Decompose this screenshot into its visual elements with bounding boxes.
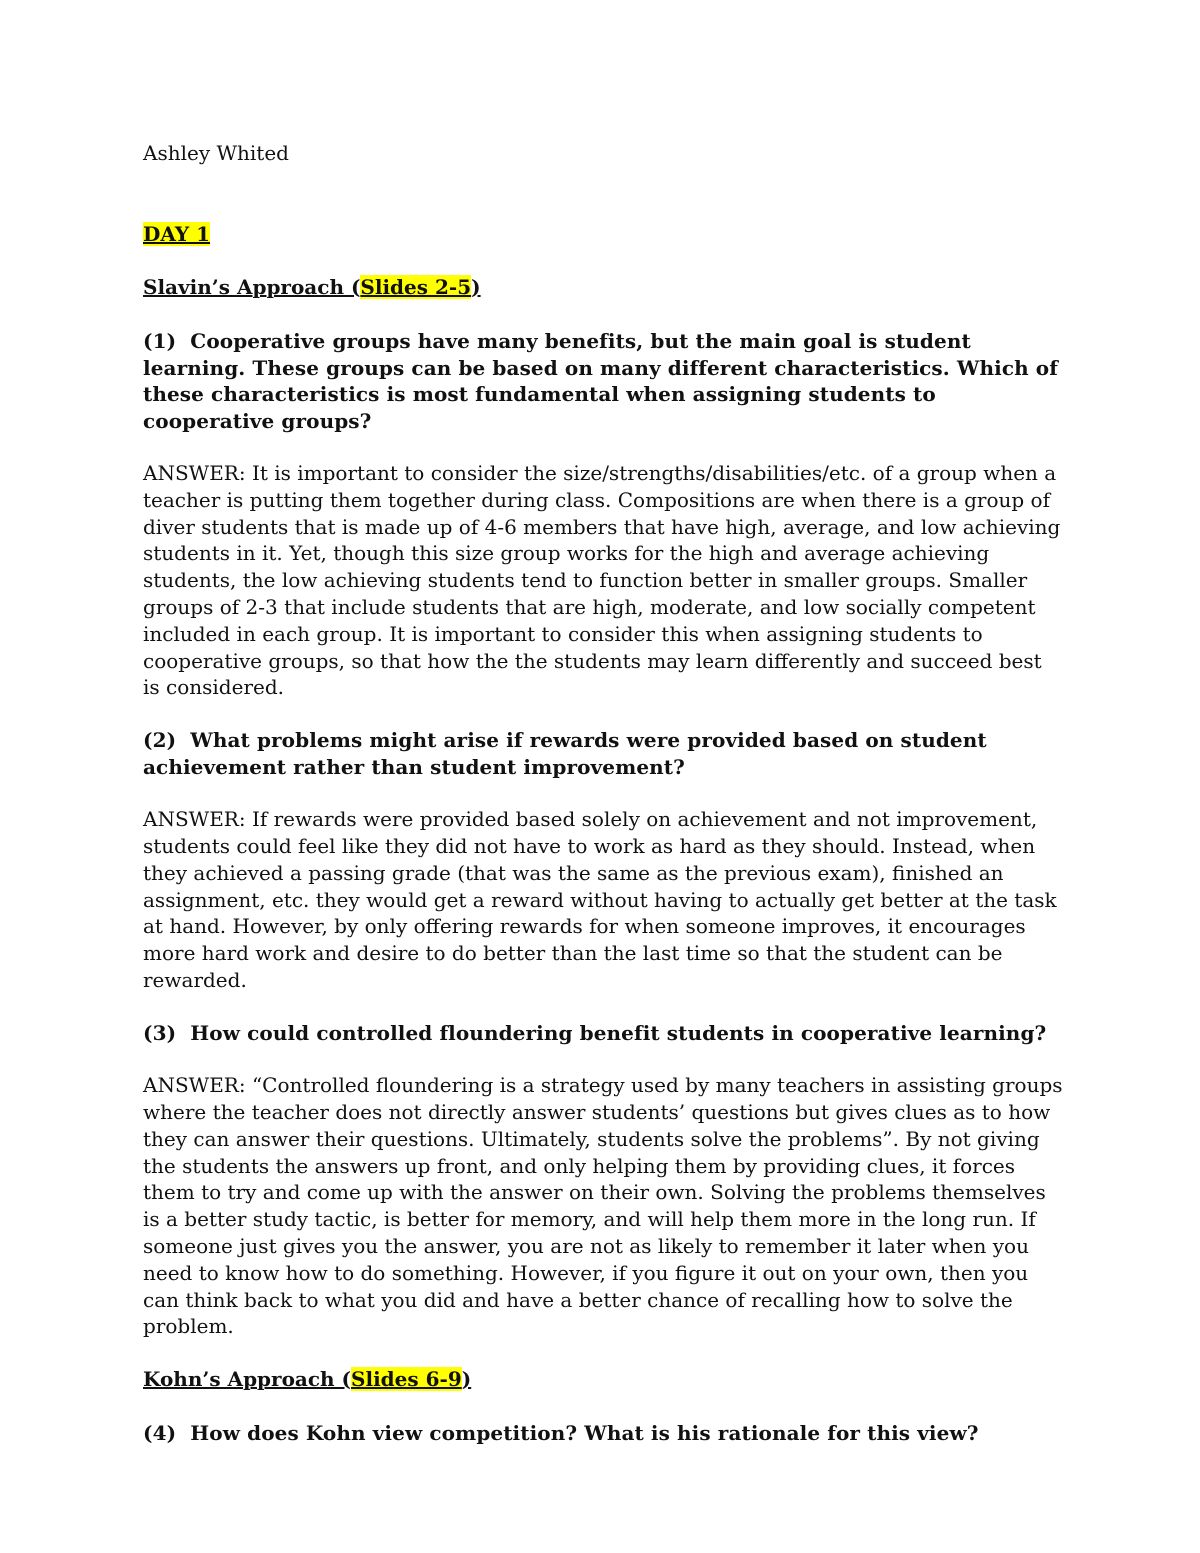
section-heading-slides: Slides 6-9 <box>351 1367 462 1392</box>
section-heading-slavin <box>143 274 1063 301</box>
answer-1: ANSWER: It is important to consider the size/strengths/disabilities/etc. of a group when a teacher is putting them together during class. Compositions are when there is a group of diver students that is made up of 4-6 members that have high, average, and low achieving students in it. Yet, though this size group works for the high and average achieving students, the low achieving students tend to function better in smaller groups. Smaller groups of 2-3 that include students that are high, moderate, and low socially competent included in each group. It is important to consider this when assigning students to cooperative groups, so that how the the students may learn differently and succeed best is considered. <box>143 461 1061 700</box>
answer-3: ANSWER: “Controlled floundering is a strategy used by many teachers in assisting groups where the teacher does not directly answer students’ questions but gives clues as to how they can answer their questions. Ultimately, students solve the problems”. By not giving the students the answers up front, and only helping them by providing clues, it forces them to try and come up with the answer on their own. Solving the problems themselves is a better study tactic, is better for memory, and will help them more in the long run. If someone just gives you the answer, you are not as likely to remember it later when you need to know how to do something. However, if you figure it out on your own, then you can think back to what you did and have a better chance of recalling how to solve the problem. <box>143 1073 1063 1339</box>
section-heading-kohn <box>143 1366 1063 1393</box>
question-text: How could controlled floundering benefit students in cooperative learning? <box>190 1020 1047 1045</box>
day-heading-text: DAY 1 <box>143 222 211 246</box>
section-heading-prefix: Kohn’s Approach ( <box>143 1367 352 1392</box>
section-heading-slides: Slides 2-5 <box>360 275 472 299</box>
section-heading-suffix: ) <box>471 275 481 299</box>
question-number: (2) <box>143 728 177 753</box>
section-heading-suffix: ) <box>461 1367 472 1392</box>
question-text: How does Kohn view competition? What is his rationale for this view? <box>190 1421 979 1446</box>
question-number: (1) <box>143 329 177 353</box>
day-heading <box>143 221 1063 248</box>
question-3 <box>143 1020 1063 1047</box>
question-4 <box>143 1420 1063 1447</box>
question-1 <box>143 328 1063 434</box>
answer-2: ANSWER: If rewards were provided based solely on achievement and not improvement, students could feel like they did not have to work as hard as they should. Instead, when they achieved a passing grade (that was the same as the previous exam), finished an assignment, etc. they would get a reward without having to actually get better at the task at hand. However, by only offering rewards for when someone improves, it encourages more hard work and desire to do better than the last time so that the student can be rewarded. <box>143 807 1057 992</box>
document-body <box>143 140 1063 1473</box>
section-heading-prefix: Slavin’s Approach ( <box>143 275 361 299</box>
question-2 <box>143 727 1063 780</box>
author-name: Ashley Whited <box>143 141 289 165</box>
question-text: Cooperative groups have many benefits, but the main goal is student learning. These groups can be based on many different characteristics. Which of these characteristics is most fundamental when assigning students to cooperative groups? <box>143 329 1058 433</box>
question-number: (4) <box>143 1421 177 1446</box>
question-text: What problems might arise if rewards were provided based on student achievement rather than student improvement? <box>143 728 987 779</box>
question-number: (3) <box>143 1020 177 1045</box>
